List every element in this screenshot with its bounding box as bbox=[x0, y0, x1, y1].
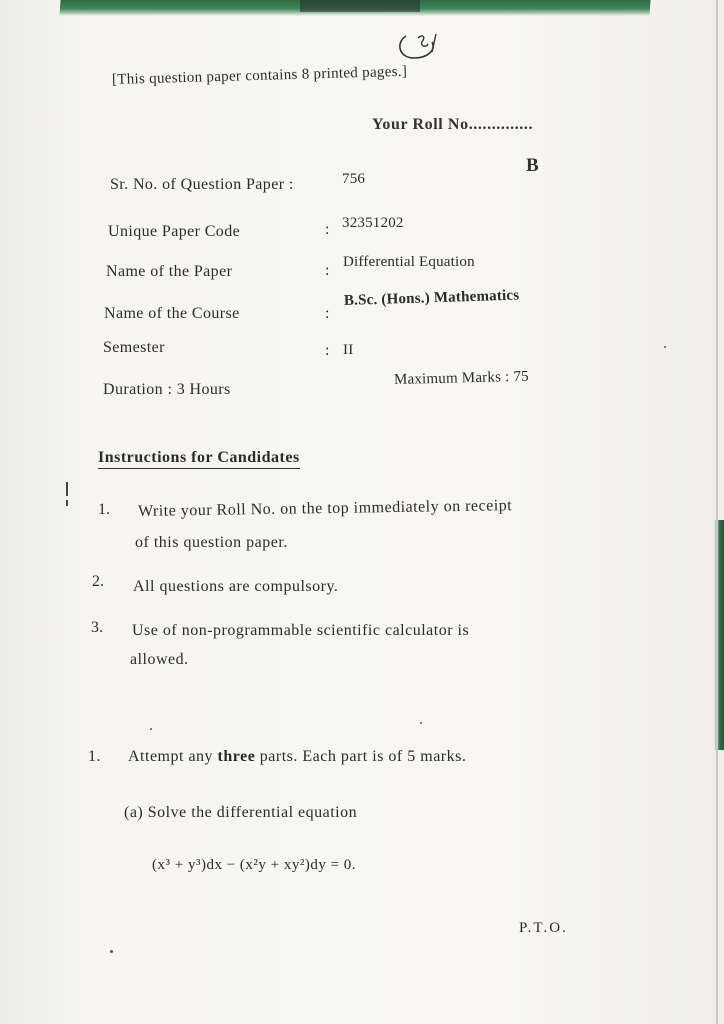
colon: : bbox=[325, 305, 330, 322]
scan-speck bbox=[420, 722, 422, 724]
instruction-number: 2. bbox=[92, 573, 104, 590]
question-part-a: (a) Solve the differential equation bbox=[124, 804, 358, 821]
instruction-line: allowed. bbox=[130, 651, 189, 668]
instruction-line: of this question paper. bbox=[135, 534, 288, 551]
sr-no-value: 756 bbox=[342, 171, 366, 187]
instruction-number: 3. bbox=[91, 619, 103, 636]
margin-mark bbox=[66, 482, 68, 496]
scan-speck bbox=[110, 950, 113, 953]
scan-speck bbox=[664, 346, 666, 348]
course-name-value: B.Sc. (Hons.) Mathematics bbox=[343, 287, 520, 309]
duration-text: Duration : 3 Hours bbox=[103, 381, 231, 398]
colon: : bbox=[325, 342, 330, 359]
colon: : bbox=[325, 262, 330, 279]
margin-mark bbox=[66, 500, 68, 506]
roll-number-field: Your Roll No.............. bbox=[372, 116, 534, 133]
max-marks-text: Maximum Marks : 75 bbox=[393, 368, 529, 388]
paper-code-label: Unique Paper Code bbox=[108, 223, 241, 240]
instruction-line: All questions are compulsory. bbox=[133, 578, 339, 595]
paper-code-value: 32351202 bbox=[342, 215, 404, 231]
instruction-number: 1. bbox=[98, 501, 110, 518]
paper-name-label: Name of the Paper bbox=[106, 263, 233, 280]
scan-speck bbox=[150, 728, 152, 730]
semester-label: Semester bbox=[103, 339, 165, 356]
instructions-heading: Instructions for Candidates bbox=[98, 449, 300, 469]
handwritten-mark-icon bbox=[392, 28, 452, 64]
page-edge bbox=[716, 0, 718, 1024]
semester-value: II bbox=[343, 342, 354, 358]
differential-equation: (x³ + y³)dx − (x²y + xy²)dy = 0. bbox=[152, 857, 357, 873]
question-number: 1. bbox=[88, 748, 101, 765]
instruction-line: Use of non-programmable scientific calculator is bbox=[132, 622, 470, 639]
paper-name-value: Differential Equation bbox=[343, 254, 475, 270]
question-instruction: Attempt any three parts. Each part is of 5 marks. bbox=[128, 748, 467, 765]
sr-no-label: Sr. No. of Question Paper : bbox=[110, 176, 294, 193]
page-count-note: [This question paper contains 8 printed pages.] bbox=[111, 63, 408, 88]
paper-set-letter: B bbox=[526, 155, 539, 176]
binding-shadow bbox=[300, 0, 420, 12]
pto-footer: P.T.O. bbox=[519, 920, 568, 936]
instruction-line: Write your Roll No. on the top immediately on receipt bbox=[137, 497, 513, 520]
colon: : bbox=[325, 221, 330, 238]
course-name-label: Name of the Course bbox=[104, 305, 240, 322]
